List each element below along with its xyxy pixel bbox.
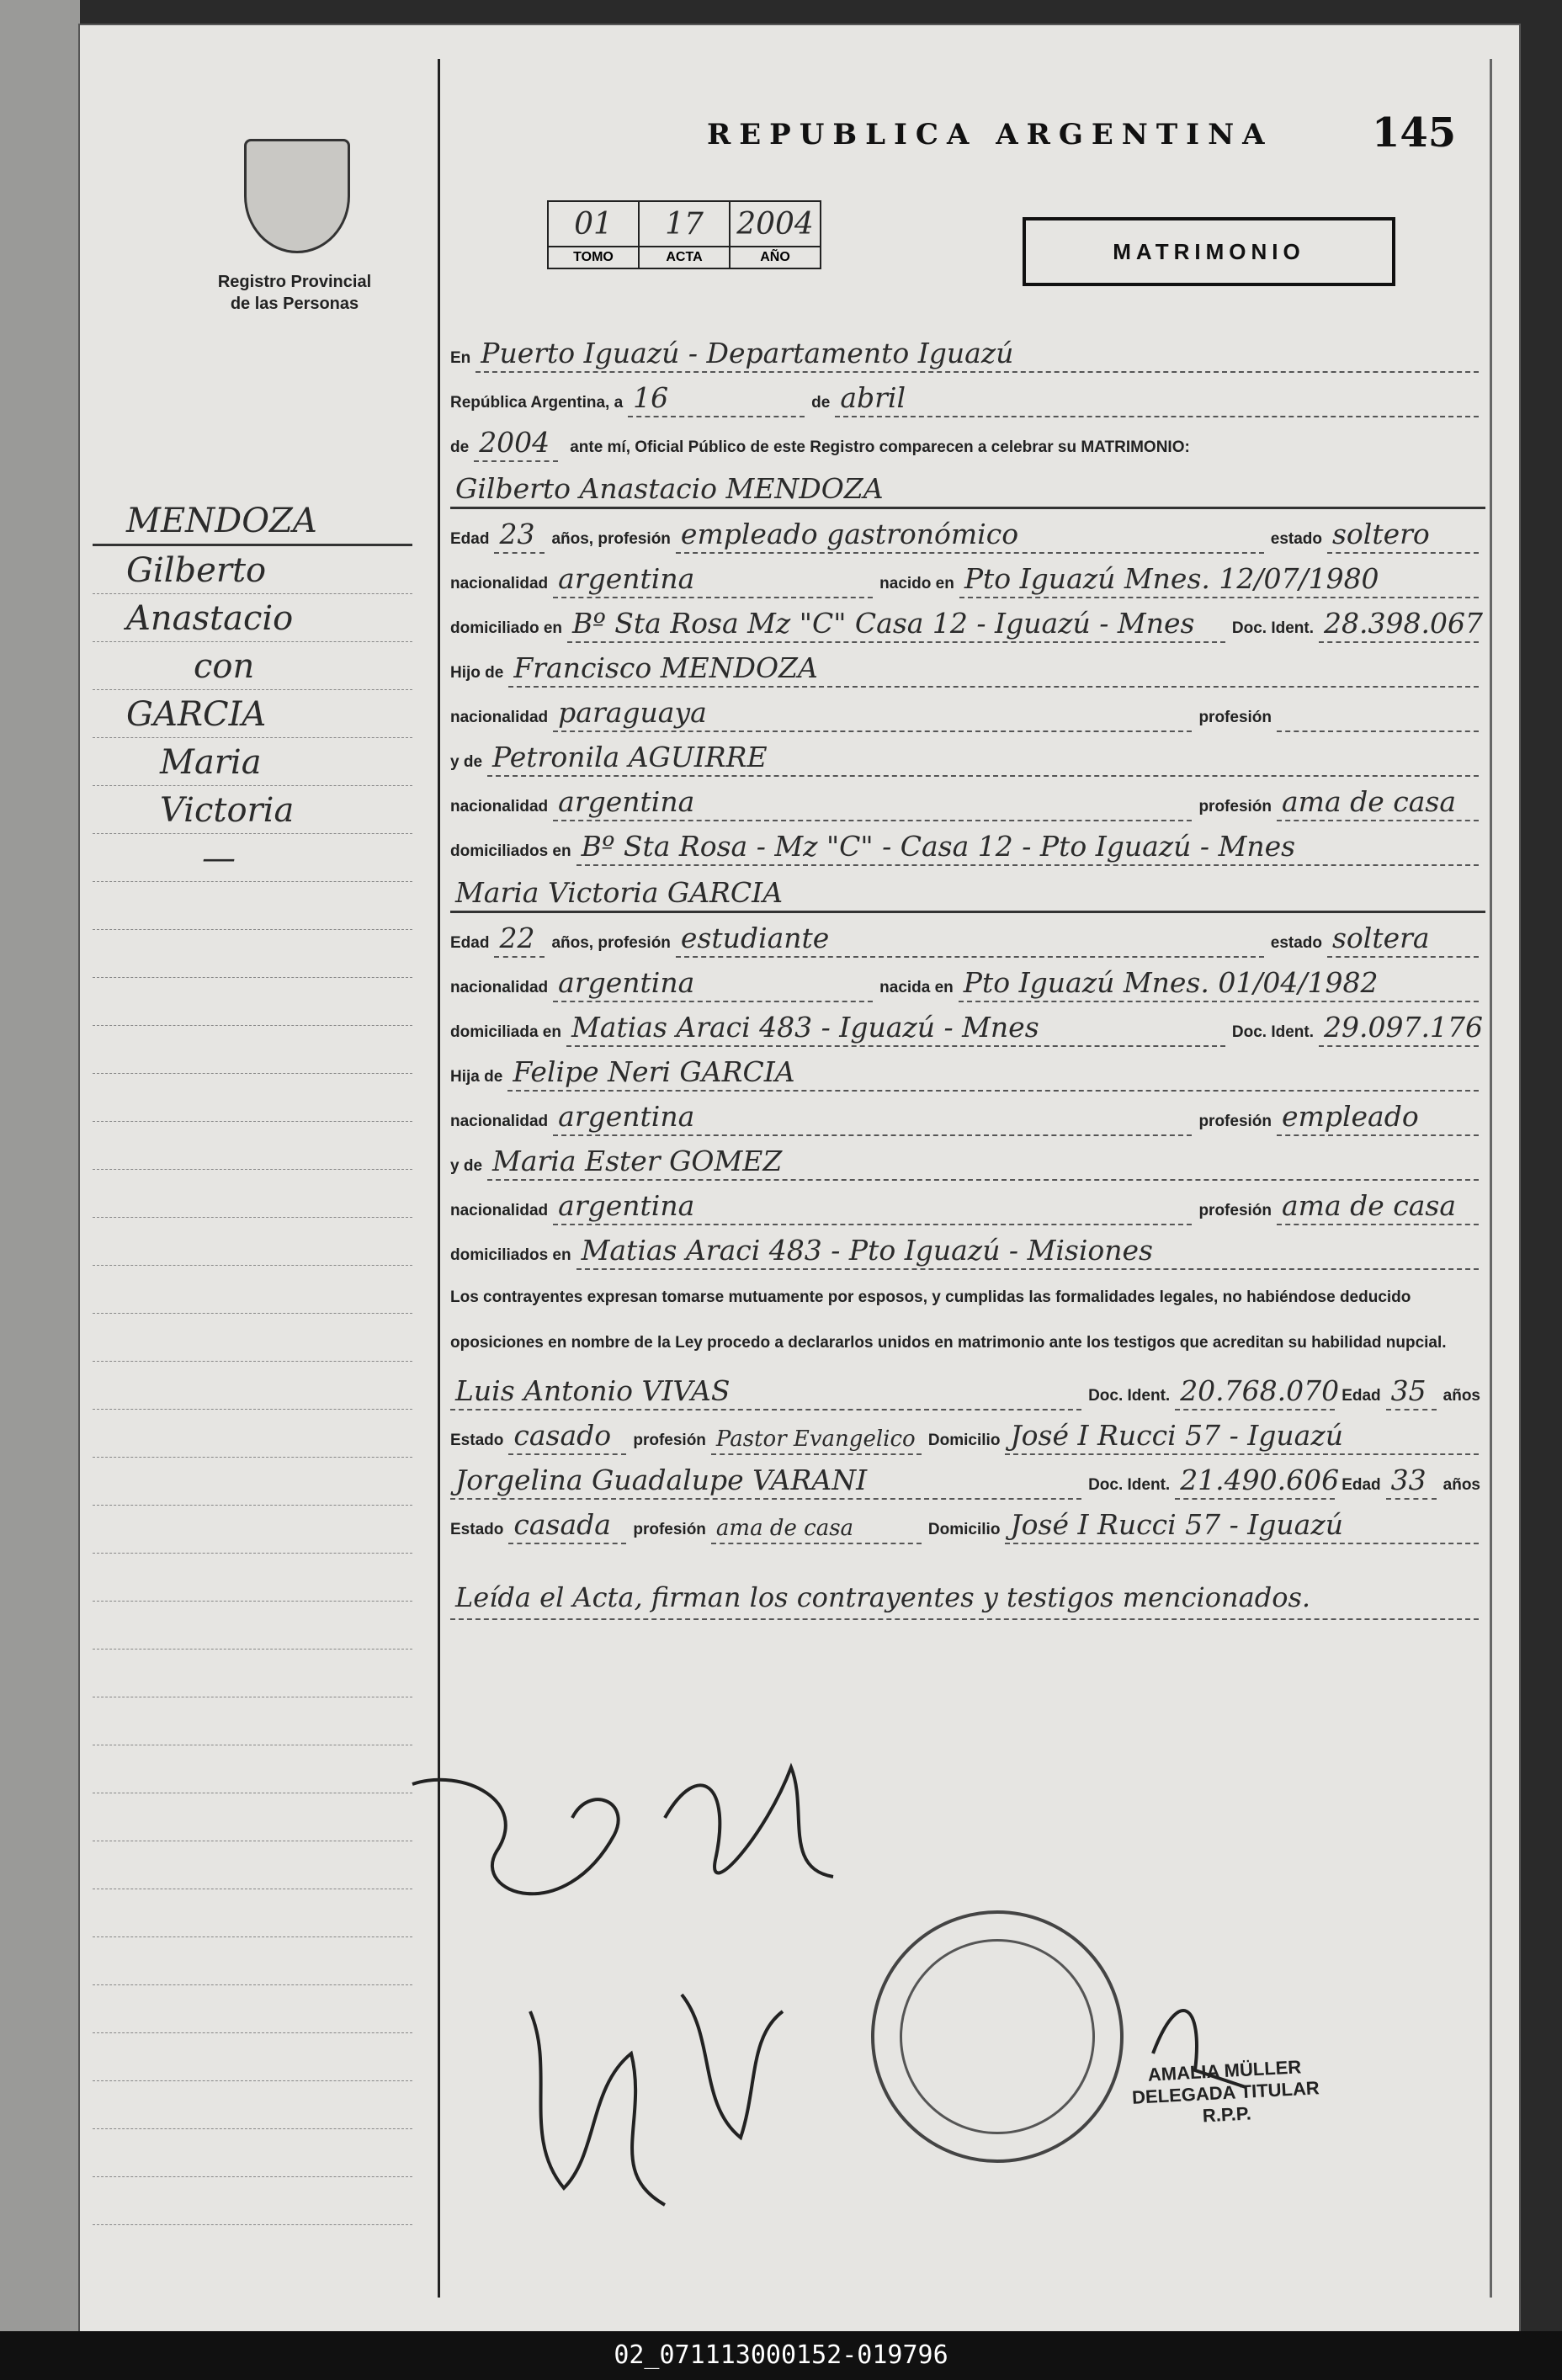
groom-born-field <box>959 563 1479 598</box>
page-right-edge <box>1490 59 1492 2298</box>
groom-nationality-row <box>450 554 1485 598</box>
groom-born-value: Pto Iguazú Mnes. 12/07/1980 <box>964 562 1379 595</box>
groom-mother-nat-row <box>450 777 1485 821</box>
bride-profession-value: estudiante <box>680 922 830 954</box>
label-hija-de: Hija de <box>450 1068 503 1086</box>
groom-parents-address-row <box>450 821 1485 866</box>
year-value: 2004 <box>479 426 550 459</box>
tomo-label: TOMO <box>548 247 639 268</box>
label-profesion: profesión <box>1198 798 1272 815</box>
signature-witness-2 <box>682 1995 783 2138</box>
label-edad: Edad <box>1342 1387 1381 1405</box>
margin-line <box>93 1458 412 1506</box>
margin-text: con <box>194 647 255 686</box>
label-estado: Estado <box>450 1521 504 1538</box>
official-stamp-text <box>1130 2055 1321 2131</box>
signature-bride <box>665 1767 833 1877</box>
margin-line <box>93 1122 412 1170</box>
witness1-address-value: José I Rucci 57 - Iguazú <box>1010 1419 1343 1452</box>
bride-mother-row <box>450 1136 1485 1181</box>
margin-line <box>93 2081 412 2129</box>
groom-name-row <box>450 462 1485 509</box>
label-estado: estado <box>1270 934 1322 952</box>
bride-father-prof-field <box>1277 1101 1479 1136</box>
bride-name-row <box>450 866 1485 913</box>
margin-line <box>93 2129 412 2177</box>
margin-line <box>93 594 412 642</box>
country-title: REPUBLICA ARGENTINA <box>707 118 1273 151</box>
bride-age-field <box>494 922 545 958</box>
record-type-box: MATRIMONIO <box>1023 217 1395 286</box>
label-ante-mi: ante mí, Oficial Público de este Registro comparecen a celebrar su MATRIMONIO: <box>570 438 1190 456</box>
margin-line <box>93 1170 412 1218</box>
witness1-status-row <box>450 1410 1485 1455</box>
label-estado: estado <box>1270 530 1322 548</box>
coat-of-arms-seal <box>244 139 350 253</box>
place-row <box>450 328 1485 373</box>
place-field <box>476 337 1479 373</box>
margin-text: Gilberto <box>126 551 267 590</box>
ano-value: 2004 <box>730 201 821 247</box>
bride-doc-value: 29.097.176 <box>1324 1011 1483 1044</box>
bride-father-prof-value: empleado <box>1282 1100 1419 1133</box>
label-domiciliados-en: domiciliados en <box>450 1246 571 1264</box>
bride-father-nat-value: argentina <box>558 1100 695 1133</box>
witness1-name-field <box>450 1375 1081 1410</box>
bride-father-value: Felipe Neri GARCIA <box>513 1055 795 1088</box>
groom-mother-nat-field <box>553 786 1192 821</box>
label-y-de: y de <box>450 1157 483 1175</box>
tomo-value: 01 <box>548 201 639 247</box>
label-republica: República Argentina, a <box>450 394 624 412</box>
groom-address-row <box>450 598 1485 643</box>
witness2-age-value: 33 <box>1390 1464 1427 1496</box>
witness1-status-value: casado <box>513 1419 612 1452</box>
witness1-name-value: Luis Antonio VIVAS <box>455 1374 731 1407</box>
groom-age-row <box>450 509 1485 554</box>
bride-father-field <box>507 1056 1479 1092</box>
bride-father-row <box>450 1047 1485 1092</box>
label-nacionalidad: nacionalidad <box>450 575 549 592</box>
witness2-profession-value: ama de casa <box>715 1516 854 1541</box>
label-en: En <box>450 349 471 367</box>
bride-mother-value: Maria Ester GOMEZ <box>492 1145 783 1177</box>
label-hijo-de: Hijo de <box>450 664 504 682</box>
margin-line <box>93 1793 412 1841</box>
witness2-address-value: José I Rucci 57 - Iguazú <box>1010 1508 1343 1541</box>
bride-name-value: Maria Victoria GARCIA <box>455 876 784 909</box>
witness2-status-value: casada <box>513 1508 611 1541</box>
bride-father-nat-row <box>450 1092 1485 1136</box>
witness2-address-field <box>1005 1509 1479 1544</box>
bride-age-value: 22 <box>499 922 535 954</box>
date-row <box>450 373 1485 417</box>
marriage-form <box>450 328 1485 1620</box>
bride-father-nat-field <box>553 1101 1192 1136</box>
margin-text: GARCIA <box>126 695 267 734</box>
label-nacido-en: nacido en <box>879 575 954 592</box>
bride-mother-nat-field <box>553 1190 1192 1225</box>
declaration-text: Los contrayentes expresan tomarse mutuamente por esposos, y cumplidas las formalidades legales, no habiéndose deducido oposiciones en nombre de la Ley procedo a declararlos unidos en matrimonio ante los testigos que acreditan su habilidad nupcial. <box>450 1288 1447 1352</box>
margin-line <box>93 882 412 930</box>
registry-line-1: Registro Provincial <box>217 273 372 291</box>
bride-born-value: Pto Iguazú Mnes. 01/04/1982 <box>963 966 1379 999</box>
groom-name-value: Gilberto Anastacio MENDOZA <box>455 472 884 505</box>
ano-label: AÑO <box>730 247 821 268</box>
stamp-inner-ring <box>900 1939 1095 2134</box>
witness1-status-field <box>508 1420 626 1455</box>
groom-name-field <box>450 473 1479 507</box>
witness2-age-field <box>1386 1464 1437 1500</box>
month-field <box>835 382 1479 417</box>
witness1-age-field <box>1386 1375 1437 1410</box>
margin-line <box>93 1841 412 1889</box>
groom-mother-value: Petronila AGUIRRE <box>492 741 768 773</box>
groom-father-prof-field <box>1277 697 1479 732</box>
signature-witness-1 <box>530 2011 665 2205</box>
official-name: AMALIA MÜLLER <box>1147 2056 1302 2085</box>
margin-text: — <box>202 839 236 878</box>
bride-mother-field <box>487 1145 1479 1181</box>
label-doc-ident: Doc. Ident. <box>1231 619 1314 637</box>
label-profesion: profesión <box>633 1521 706 1538</box>
groom-doc-field <box>1319 607 1483 643</box>
witness2-status-row <box>450 1500 1485 1544</box>
label-de-year: de <box>450 438 470 456</box>
witness1-doc-field <box>1175 1374 1340 1410</box>
registry-stamp <box>871 1910 1124 2163</box>
bride-nationality-row <box>450 958 1485 1002</box>
label-anos-profesion: años, profesión <box>551 530 671 548</box>
bride-status-field <box>1327 922 1479 958</box>
groom-nationality-field <box>553 563 873 598</box>
groom-mother-prof-field <box>1277 786 1479 821</box>
year-row <box>450 417 1485 462</box>
margin-line <box>93 1410 412 1458</box>
bride-mother-prof-field <box>1277 1190 1479 1225</box>
margin-line <box>93 1026 412 1074</box>
margin-note <box>93 497 412 2225</box>
groom-age-field <box>494 518 545 554</box>
margin-line <box>93 1602 412 1650</box>
margin-line <box>93 834 412 882</box>
month-value: abril <box>840 381 906 414</box>
label-anos-profesion: años, profesión <box>551 934 671 952</box>
official-title: DELEGADA TITULAR <box>1131 2077 1320 2108</box>
label-nacionalidad: nacionalidad <box>450 709 549 726</box>
bride-parents-address-field <box>576 1235 1479 1270</box>
margin-line <box>93 1937 412 1985</box>
label-edad: Edad <box>1342 1476 1381 1494</box>
margin-line <box>93 642 412 690</box>
witness2-profession-field <box>711 1509 922 1544</box>
margin-line <box>93 738 412 786</box>
label-nacionalidad: nacionalidad <box>450 798 549 815</box>
label-nacionalidad: nacionalidad <box>450 979 549 996</box>
margin-line <box>93 1985 412 2033</box>
bride-doc-field <box>1319 1011 1483 1047</box>
groom-age-value: 23 <box>499 518 535 550</box>
margin-line <box>93 786 412 834</box>
left-page-edge <box>0 0 80 2380</box>
footer-caption: 02_071113000152-019796 <box>0 2331 1562 2380</box>
witness1-profession-field <box>711 1420 922 1455</box>
witness1-profession-value: Pastor Evangelico <box>715 1426 916 1452</box>
closing-field <box>450 1551 1479 1620</box>
margin-line <box>93 1218 412 1266</box>
bride-profession-field <box>676 922 1264 958</box>
label-domicilio: Domicilio <box>927 1432 1001 1449</box>
witness1-name-row <box>450 1366 1485 1410</box>
label-anos: años <box>1442 1476 1480 1494</box>
margin-line <box>93 1650 412 1697</box>
margin-line <box>93 2177 412 2225</box>
label-profesion: profesión <box>1198 1202 1272 1219</box>
registry-line-2: de las Personas <box>230 295 359 313</box>
label-doc-ident: Doc. Ident. <box>1088 1476 1171 1494</box>
margin-text: Anastacio <box>126 599 294 638</box>
margin-line <box>93 1362 412 1410</box>
label-domiciliados-en: domiciliados en <box>450 842 571 860</box>
label-estado: Estado <box>450 1432 504 1449</box>
label-domiciliada-en: domiciliada en <box>450 1023 561 1041</box>
witness2-doc-field <box>1175 1464 1340 1500</box>
label-edad: Edad <box>450 530 490 548</box>
margin-line <box>93 1697 412 1745</box>
margin-text: Victoria <box>160 791 295 830</box>
label-anos: años <box>1442 1387 1480 1405</box>
witness1-address-field <box>1005 1420 1479 1455</box>
bride-nationality-value: argentina <box>558 966 695 999</box>
witness2-status-field <box>508 1509 626 1544</box>
bride-name-field <box>450 877 1479 911</box>
witness2-doc-value: 21.490.606 <box>1180 1464 1340 1496</box>
label-domicilio: Domicilio <box>927 1521 1001 1538</box>
groom-father-nat-field <box>553 697 1192 732</box>
groom-nationality-value: argentina <box>558 562 695 595</box>
bride-address-field <box>566 1012 1225 1047</box>
groom-mother-nat-value: argentina <box>558 785 695 818</box>
signature-groom <box>412 1780 619 1894</box>
label-de: de <box>811 394 831 412</box>
witness2-name-row <box>450 1455 1485 1500</box>
margin-line <box>93 1266 412 1314</box>
label-nacionalidad: nacionalidad <box>450 1202 549 1219</box>
day-value: 16 <box>633 381 669 414</box>
label-doc-ident: Doc. Ident. <box>1231 1023 1314 1041</box>
groom-father-field <box>508 652 1479 688</box>
label-nacida-en: nacida en <box>879 979 954 996</box>
groom-mother-prof-value: ama de casa <box>1282 785 1457 818</box>
closing-value: Leída el Acta, firman los contrayentes y testigos mencionados. <box>455 1581 1311 1613</box>
margin-line <box>93 1745 412 1793</box>
margin-text: Maria <box>160 743 262 782</box>
margin-line <box>93 1314 412 1362</box>
bride-nationality-field <box>553 967 873 1002</box>
page-number: 145 <box>1372 109 1457 157</box>
label-nacionalidad: nacionalidad <box>450 1113 549 1130</box>
registry-name <box>194 271 396 315</box>
margin-line <box>93 1889 412 1937</box>
official-org: R.P.P. <box>1202 2102 1252 2127</box>
bride-address-value: Matias Araci 483 - Iguazú - Mnes <box>571 1011 1039 1044</box>
groom-profession-value: empleado gastronómico <box>680 518 1019 550</box>
margin-line <box>93 1074 412 1122</box>
label-profesion: profesión <box>633 1432 706 1449</box>
day-field <box>628 382 805 417</box>
groom-profession-field <box>676 518 1264 554</box>
margin-line <box>93 978 412 1026</box>
margin-line <box>93 1506 412 1554</box>
groom-mother-row <box>450 732 1485 777</box>
margin-line <box>93 2033 412 2081</box>
groom-status-field <box>1327 518 1479 554</box>
label-y-de: y de <box>450 753 483 771</box>
witness1-age-value: 35 <box>1390 1374 1427 1407</box>
margin-line <box>93 1554 412 1602</box>
groom-mother-field <box>487 741 1479 777</box>
witness2-name-field <box>450 1464 1081 1500</box>
groom-address-value: Bº Sta Rosa Mz "C" Casa 12 - Iguazú - Mnes <box>572 607 1195 640</box>
bride-mother-prof-value: ama de casa <box>1282 1189 1457 1222</box>
margin-line <box>93 690 412 738</box>
bride-age-row <box>450 913 1485 958</box>
bride-address-row <box>450 1002 1485 1047</box>
bride-mother-nat-value: argentina <box>558 1189 695 1222</box>
bride-status-value: soltera <box>1332 922 1430 954</box>
reference-table <box>547 200 821 269</box>
groom-status-value: soltero <box>1332 518 1430 550</box>
acta-label: ACTA <box>639 247 730 268</box>
label-domiciliado-en: domiciliado en <box>450 619 563 637</box>
margin-text: MENDOZA <box>126 502 317 540</box>
bride-mother-nat-row <box>450 1181 1485 1225</box>
label-profesion: profesión <box>1198 1113 1272 1130</box>
label-doc-ident: Doc. Ident. <box>1088 1387 1171 1405</box>
witness2-name-value: Jorgelina Guadalupe VARANI <box>455 1464 868 1496</box>
groom-parents-address-value: Bº Sta Rosa - Mz "C" - Casa 12 - Pto Iguazú - Mnes <box>581 830 1296 863</box>
label-edad: Edad <box>450 934 490 952</box>
bride-born-field <box>959 967 1479 1002</box>
groom-father-value: Francisco MENDOZA <box>513 651 818 684</box>
closing-row <box>450 1544 1485 1620</box>
margin-line <box>93 546 412 594</box>
witness1-doc-value: 20.768.070 <box>1180 1374 1340 1407</box>
groom-father-nat-row <box>450 688 1485 732</box>
groom-parents-address-field <box>576 831 1479 866</box>
bride-parents-address-row <box>450 1225 1485 1270</box>
groom-doc-value: 28.398.067 <box>1324 607 1483 640</box>
margin-line <box>93 930 412 978</box>
groom-father-nat-value: paraguaya <box>558 696 707 729</box>
groom-father-row <box>450 643 1485 688</box>
groom-address-field <box>567 608 1225 643</box>
place-value: Puerto Iguazú - Departamento Iguazú <box>481 337 1014 369</box>
bride-parents-address-value: Matias Araci 483 - Pto Iguazú - Misiones <box>581 1234 1153 1267</box>
margin-line <box>93 497 412 546</box>
label-profesion: profesión <box>1198 709 1272 726</box>
year-field <box>474 427 558 462</box>
acta-value: 17 <box>639 201 730 247</box>
